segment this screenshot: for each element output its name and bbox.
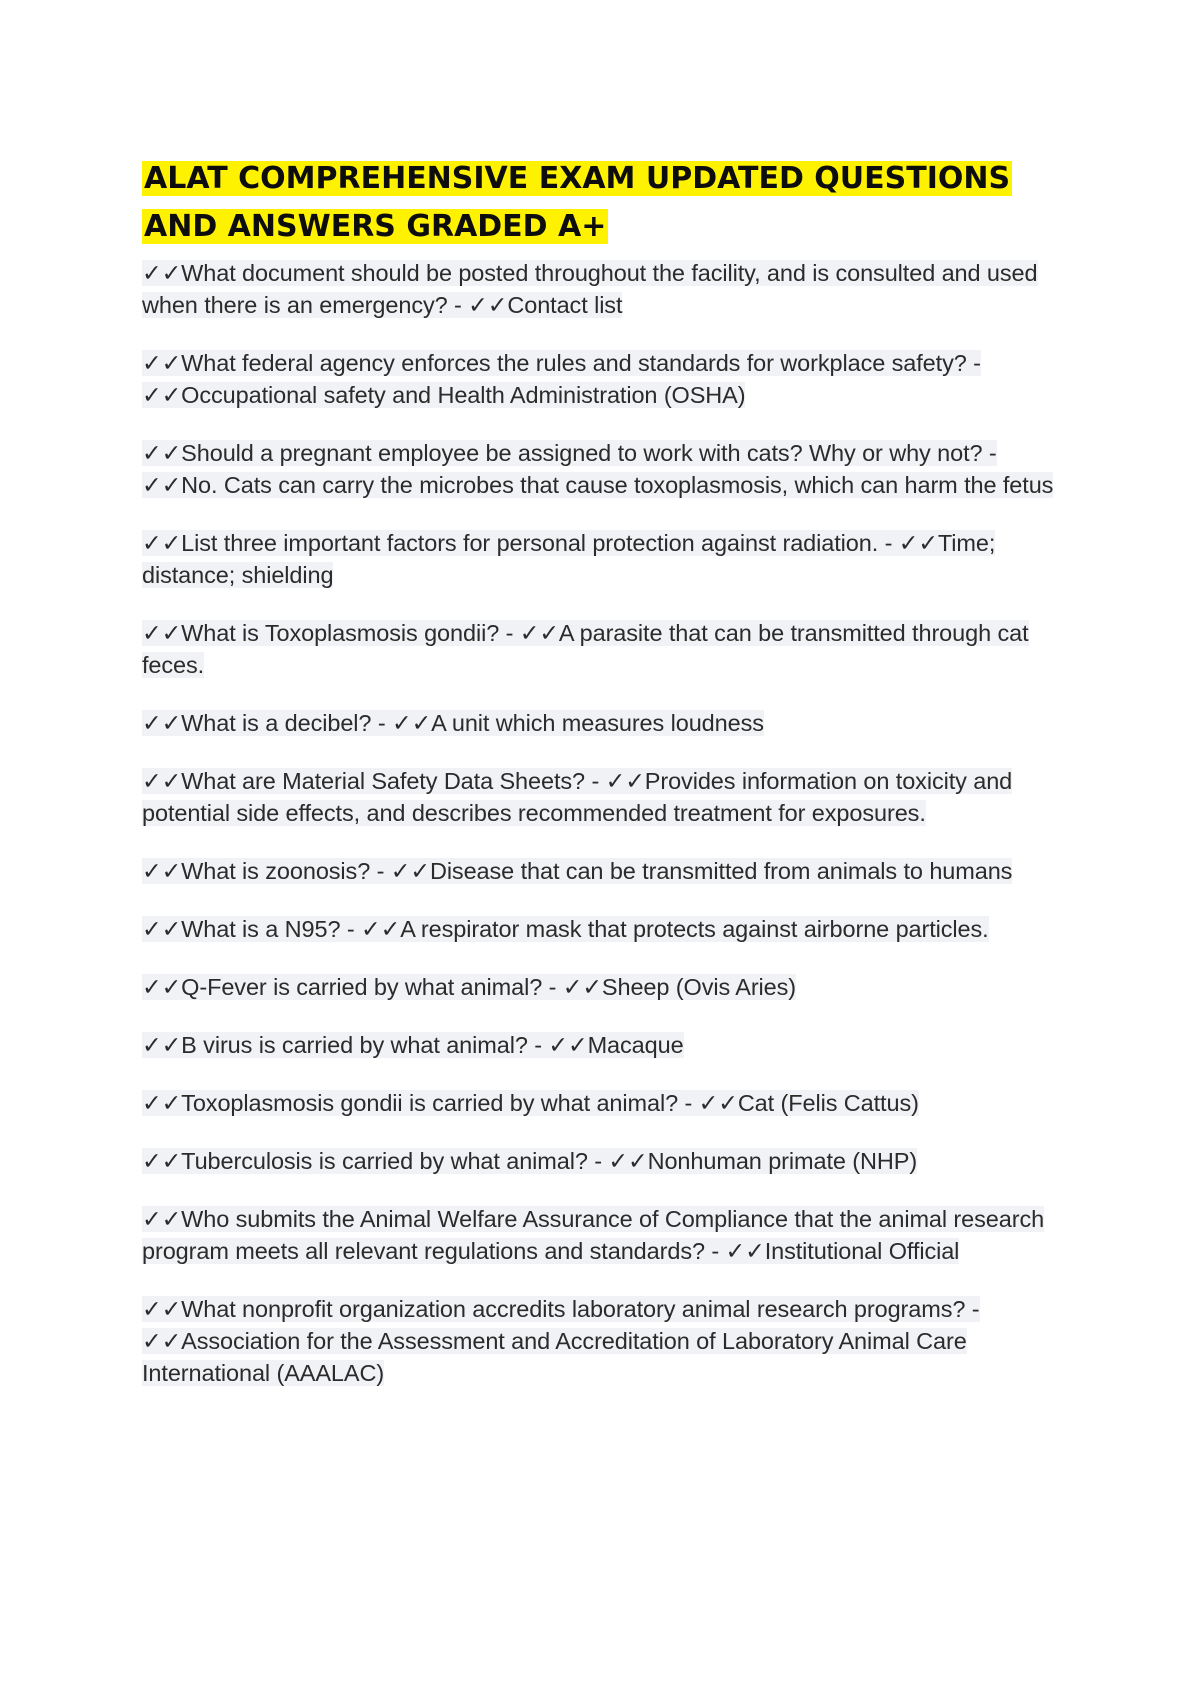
qa-text: ✓✓What federal agency enforces the rules and standards for workplace safety? - ✓✓Occupational safety and Health Administration (OSHA) xyxy=(142,350,981,408)
qa-text: ✓✓What nonprofit organization accredits laboratory animal research programs? - ✓✓Association for the Assessment and Accreditation of Laboratory Animal Care International (AAALAC) xyxy=(142,1296,980,1386)
qa-item xyxy=(142,855,1072,887)
qa-text: ✓✓B virus is carried by what animal? - ✓✓Macaque xyxy=(142,1032,684,1058)
qa-text: ✓✓What is a N95? - ✓✓A respirator mask that protects against airborne particles. xyxy=(142,916,989,942)
qa-item xyxy=(142,1145,1072,1177)
qa-item xyxy=(142,707,1072,739)
qa-item xyxy=(142,913,1072,945)
qa-item xyxy=(142,1087,1072,1119)
qa-text: ✓✓List three important factors for personal protection against radiation. - ✓✓Time; distance; shielding xyxy=(142,530,996,588)
qa-text: ✓✓Should a pregnant employee be assigned to work with cats? Why or why not? - ✓✓No. Cats can carry the microbes that cause toxoplasmosis, which can harm the fetus xyxy=(142,440,1054,498)
qa-item xyxy=(142,347,1072,411)
qa-text: ✓✓Toxoplasmosis gondii is carried by what animal? - ✓✓Cat (Felis Cattus) xyxy=(142,1090,919,1116)
qa-text: ✓✓What is zoonosis? - ✓✓Disease that can be transmitted from animals to humans xyxy=(142,858,1013,884)
qa-item xyxy=(142,527,1072,591)
qa-item xyxy=(142,257,1072,321)
document-page xyxy=(142,155,1072,1415)
qa-item xyxy=(142,1029,1072,1061)
qa-text: ✓✓What is Toxoplasmosis gondii? - ✓✓A parasite that can be transmitted through cat feces. xyxy=(142,620,1029,678)
qa-text: ✓✓Who submits the Animal Welfare Assurance of Compliance that the animal research program meets all relevant regulations and standards? - ✓✓Institutional Official xyxy=(142,1206,1045,1264)
document-title xyxy=(142,155,1072,251)
qa-text: ✓✓What is a decibel? - ✓✓A unit which measures loudness xyxy=(142,710,764,736)
qa-item xyxy=(142,617,1072,681)
title-highlight: ALAT COMPREHENSIVE EXAM UPDATED QUESTIONS AND ANSWERS GRADED A+ xyxy=(144,161,1011,244)
qa-item xyxy=(142,971,1072,1003)
qa-text: ✓✓What are Material Safety Data Sheets? - ✓✓Provides information on toxicity and potential side effects, and describes recommended treatment for exposures. xyxy=(142,768,1013,826)
qa-item xyxy=(142,437,1072,501)
qa-text: ✓✓Q-Fever is carried by what animal? - ✓✓Sheep (Ovis Aries) xyxy=(142,974,797,1000)
qa-item xyxy=(142,1293,1072,1389)
qa-item xyxy=(142,765,1072,829)
qa-text: ✓✓What document should be posted throughout the facility, and is consulted and used when there is an emergency? - ✓✓Contact list xyxy=(142,260,1038,318)
qa-text: ✓✓Tuberculosis is carried by what animal? - ✓✓Nonhuman primate (NHP) xyxy=(142,1148,918,1174)
qa-item xyxy=(142,1203,1072,1267)
qa-list xyxy=(142,257,1072,1389)
